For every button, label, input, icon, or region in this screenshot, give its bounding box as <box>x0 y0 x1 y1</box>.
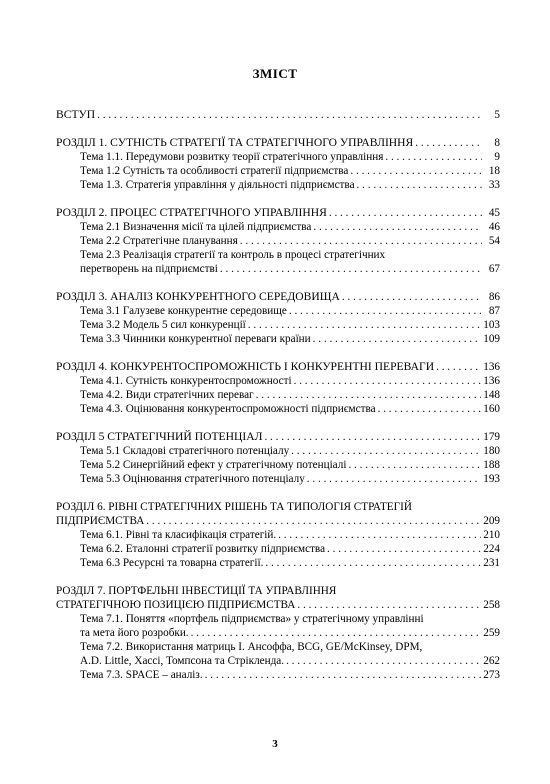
toc-entry-text-continued: перетворень на підприємстві <box>80 263 218 275</box>
dot-leader <box>329 206 482 220</box>
toc-entry-text: Тема 2.1 Визначення місії та цілей підприємства <box>80 221 312 233</box>
toc-page-number: 33 <box>488 179 500 191</box>
toc-page-number: 87 <box>488 305 500 317</box>
dot-leader <box>291 444 481 458</box>
toc-topic[interactable] <box>56 164 500 178</box>
toc-entry-text: Тема 4.1. Сутність конкурентоспроможності <box>80 375 292 387</box>
toc-entry-text: Тема 7.3. SPACE – аналіз. <box>80 669 203 681</box>
dot-leader <box>415 136 482 150</box>
toc-entry-text: Тема 2.2 Стратегічне планування <box>80 235 238 247</box>
dot-leader <box>248 318 481 332</box>
toc-entry-text: Тема 2.3 Реалізація стратегії та контроль в процесі стратегічних <box>80 249 386 261</box>
dot-leader <box>146 514 481 528</box>
dot-leader <box>378 402 482 416</box>
toc-topic[interactable] <box>56 402 500 416</box>
toc-entry-text: РОЗДІЛ 2. ПРОЦЕС СТРАТЕГІЧНОГО УПРАВЛІННЯ <box>56 206 327 219</box>
toc-page-number: 262 <box>483 655 500 667</box>
toc-entry-text: РОЗДІЛ 1. СУТНІСТЬ СТРАТЕГІЇ ТА СТРАТЕГІЧНОГО УПРАВЛІННЯ <box>56 136 414 149</box>
section-gap <box>56 486 500 500</box>
toc-topic[interactable] <box>56 388 500 402</box>
toc-topic[interactable] <box>56 668 500 682</box>
toc-page-number: 86 <box>488 291 500 303</box>
dot-leader <box>191 626 482 640</box>
toc-topic[interactable] <box>56 528 500 542</box>
dot-leader <box>350 164 482 178</box>
toc-section[interactable] <box>56 360 500 374</box>
toc-entry-text: Тема 5.2 Синергійний ефект у стратегічному потенціалі <box>80 459 347 471</box>
dot-leader <box>97 108 482 122</box>
toc-entry-text: Тема 6.2. Еталонні стратегії розвитку підприємства <box>80 543 326 555</box>
toc-section[interactable] <box>56 500 500 528</box>
section-gap <box>56 122 500 136</box>
toc-entry-text: Тема 1.1. Передумови розвитку теорії стратегічного управління <box>80 151 384 163</box>
toc-page-number: 188 <box>483 459 500 471</box>
toc-entry-text: Тема 6.1. Рівні та класифікація стратегій. <box>80 529 277 541</box>
toc-topic[interactable] <box>56 556 500 570</box>
toc-page-number: 210 <box>483 529 500 541</box>
dot-leader <box>385 150 482 164</box>
toc-page-number: 18 <box>488 165 500 177</box>
toc-entry-text: Тема 7.2. Використання матриць І. Ансоффа, BCG, GE/McKinsey, DPM, <box>80 641 423 653</box>
toc-entry-text: РОЗДІЛ 3. АНАЛІЗ КОНКУРЕНТНОГО СЕРЕДОВИЩА <box>56 290 340 303</box>
toc-entry-text-continued: ПІДПРИЄМСТВА <box>56 515 145 527</box>
toc-topic[interactable] <box>56 612 500 640</box>
toc-page-number: 8 <box>494 137 500 149</box>
toc-entry-text: Тема 1.2 Сутність та особливості стратегії підприємства <box>80 165 349 177</box>
toc-entry-text: Тема 4.3. Оцінювання конкурентоспроможності підприємства <box>80 403 376 415</box>
toc-entry-text: РОЗДІЛ 6. РІВНІ СТРАТЕГІЧНИХ РІШЕНЬ ТА ТИПОЛОГІЯ СТРАТЕГІЙ <box>56 501 412 513</box>
toc-section[interactable] <box>56 290 500 304</box>
toc-section[interactable] <box>56 108 500 122</box>
dot-leader <box>348 458 481 472</box>
page-number: 3 <box>272 738 278 750</box>
toc-page-number: 258 <box>483 599 500 611</box>
toc-page-number: 231 <box>483 557 500 569</box>
dot-leader <box>278 528 481 542</box>
toc-entry-text: Тема 5.1 Складові стратегічного потенціалу <box>80 445 290 457</box>
toc-entry-text: РОЗДІЛ 5 СТРАТЕГІЧНИЙ ПОТЕНЦІАЛ <box>56 430 263 443</box>
toc-entry-text: РОЗДІЛ 4. КОНКУРЕНТОСПРОМОЖНІСТЬ І КОНКУРЕНТНІ ПЕРЕВАГИ <box>56 360 435 373</box>
toc-entry-text: Тема 5.3 Оцінювання стратегічного потенціалу <box>80 473 305 485</box>
dot-leader <box>436 360 481 374</box>
toc-entry-text: Тема 6.3 Ресурсні та товарна стратегії. <box>80 557 264 569</box>
toc-page-number: 179 <box>483 431 500 443</box>
dot-leader <box>327 542 481 556</box>
dot-leader <box>289 304 482 318</box>
dot-leader <box>313 332 482 346</box>
section-gap <box>56 276 500 290</box>
dot-leader <box>240 234 482 248</box>
toc-page-number: 103 <box>483 319 500 331</box>
toc-page-number: 109 <box>483 333 500 345</box>
toc-page-number: 160 <box>483 403 500 415</box>
toc-entry-text: Тема 4.2. Види стратегічних переваг <box>80 389 254 401</box>
toc-entry-text: РОЗДІЛ 7. ПОРТФЕЛЬНІ ІНВЕСТИЦІЇ ТА УПРАВЛІННЯ <box>56 585 337 597</box>
toc-section[interactable] <box>56 136 500 150</box>
toc-page-number: 224 <box>483 543 500 555</box>
toc-page-number: 148 <box>483 389 500 401</box>
toc-page-number: 259 <box>483 627 500 639</box>
toc-page-number: 180 <box>483 445 500 457</box>
toc-entry-text: Тема 7.1. Поняття «портфель підприємства» у стратегічному управлінні <box>80 613 424 625</box>
toc-topic[interactable] <box>56 304 500 318</box>
toc-page-number: 67 <box>488 263 500 275</box>
dot-leader <box>357 178 482 192</box>
toc-topic[interactable] <box>56 444 500 458</box>
dot-leader <box>342 290 482 304</box>
toc-topic[interactable] <box>56 640 500 668</box>
toc-page-number: 45 <box>488 207 500 219</box>
toc-page-number: 193 <box>483 473 500 485</box>
dot-leader <box>307 472 481 486</box>
toc-page-number: 273 <box>483 669 500 681</box>
section-gap <box>56 192 500 206</box>
toc-section[interactable] <box>56 584 500 612</box>
toc-entry-text: Тема 1.3. Стратегія управління у діяльності підприємства <box>80 179 355 191</box>
toc-page-number: 9 <box>494 151 500 163</box>
toc-topic[interactable] <box>56 472 500 486</box>
toc-entry-text-continued: A.D. Little, Хассі, Томпсона та Стрікленда. <box>80 655 285 667</box>
section-gap <box>56 346 500 360</box>
toc-section[interactable] <box>56 430 500 444</box>
section-gap <box>56 416 500 430</box>
toc-section[interactable] <box>56 206 500 220</box>
toc-topic[interactable] <box>56 220 500 234</box>
toc-page-number: 136 <box>483 361 500 373</box>
toc-topic[interactable] <box>56 458 500 472</box>
toc-page-number: 46 <box>488 221 500 233</box>
dot-leader <box>286 654 481 668</box>
dot-leader <box>256 388 482 402</box>
toc-topic[interactable] <box>56 248 500 276</box>
toc-entry-text: Тема 3.1 Галузеве конкурентне середовище <box>80 305 287 317</box>
toc-page-number: 54 <box>488 235 500 247</box>
dot-leader <box>297 598 481 612</box>
toc-topic[interactable] <box>56 234 500 248</box>
dot-leader <box>264 430 481 444</box>
dot-leader <box>313 220 482 234</box>
toc-topic[interactable] <box>56 332 500 346</box>
dot-leader <box>265 556 481 570</box>
dot-leader <box>220 262 482 276</box>
page-title: ЗМІСТ <box>252 66 298 81</box>
toc-entry-text-continued: СТРАТЕГІЧНОЮ ПОЗИЦІЄЮ ПІДПРИЄМСТВА <box>56 599 296 611</box>
toc-page-number: 209 <box>483 515 500 527</box>
toc-page-number: 5 <box>494 109 500 121</box>
toc-entry-text: ВСТУП <box>56 108 96 121</box>
toc-page-number: 136 <box>483 375 500 387</box>
toc-topic[interactable] <box>56 374 500 388</box>
toc-topic[interactable] <box>56 542 500 556</box>
table-of-contents <box>56 108 500 682</box>
toc-topic[interactable] <box>56 150 500 164</box>
section-gap <box>56 570 500 584</box>
dot-leader <box>205 668 482 682</box>
toc-entry-text: Тема 3.2 Модель 5 сил конкуренції <box>80 319 246 331</box>
toc-entry-text-continued: та мета його розробки. <box>80 627 189 639</box>
toc-topic[interactable] <box>56 178 500 192</box>
toc-topic[interactable] <box>56 318 500 332</box>
toc-entry-text: Тема 3.3 Чинники конкурентної переваги країни <box>80 333 311 345</box>
dot-leader <box>294 374 482 388</box>
